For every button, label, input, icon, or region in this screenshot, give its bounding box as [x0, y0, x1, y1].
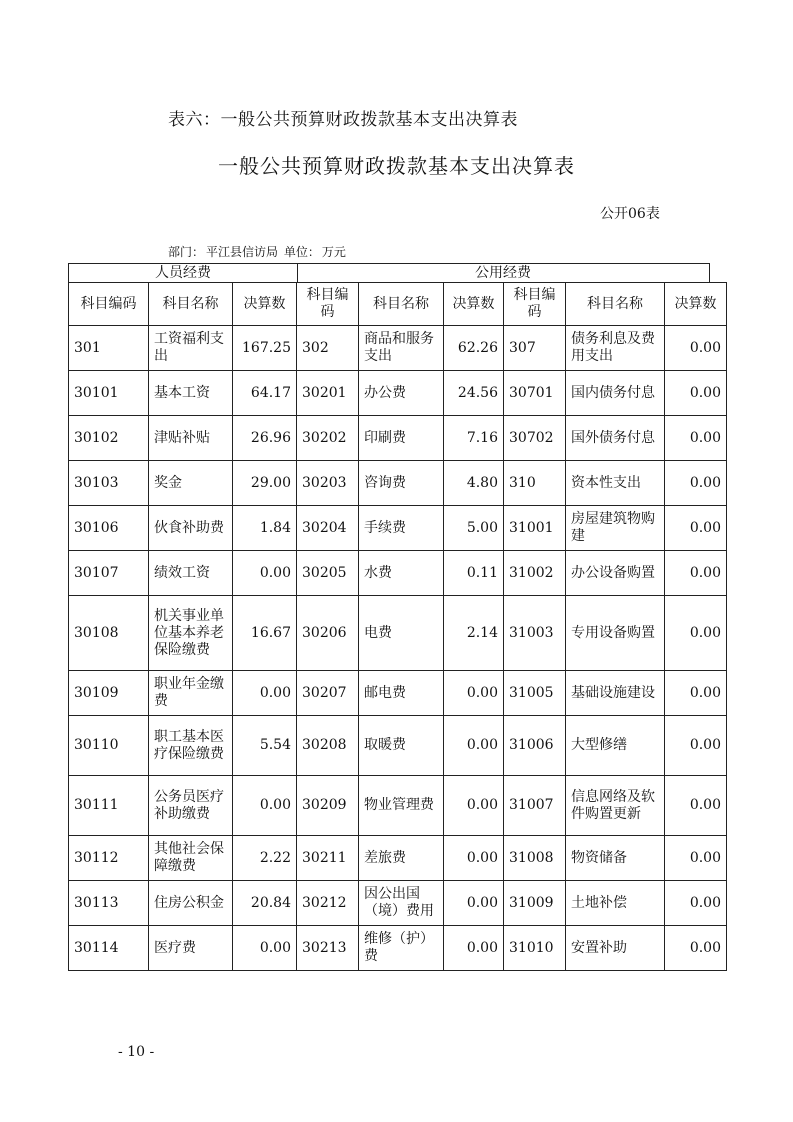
- cell-code: 301: [69, 326, 149, 371]
- cell-code: 30106: [69, 506, 149, 551]
- cell-name: 职业年金缴费: [149, 671, 233, 716]
- expenditure-table: [68, 282, 727, 971]
- cell-name: 邮电费: [359, 671, 444, 716]
- cell-name: 安置补助: [566, 926, 665, 971]
- cell-name: 因公出国（境）费用: [359, 881, 444, 926]
- cell-code: 31007: [504, 776, 566, 836]
- cell-amount: 0.00: [233, 776, 297, 836]
- department-name: 平江县信访局: [206, 245, 279, 259]
- cell-amount: 0.00: [233, 671, 297, 716]
- cell-name: 基础设施建设: [566, 671, 665, 716]
- table-row: [69, 326, 727, 371]
- cell-code: 31009: [504, 881, 566, 926]
- page-number: - 10 -: [118, 1044, 155, 1060]
- section-heading: 表六：一般公共预算财政拨款基本支出决算表: [168, 110, 518, 130]
- cell-code: 30202: [297, 416, 359, 461]
- cell-name: 伙食补助费: [149, 506, 233, 551]
- table-row: [69, 416, 727, 461]
- cell-amount: 0.00: [665, 461, 727, 506]
- cell-code: 31010: [504, 926, 566, 971]
- cell-code: 30107: [69, 551, 149, 596]
- cell-code: 30207: [297, 671, 359, 716]
- cell-amount: 0.00: [665, 881, 727, 926]
- cell-name: 津贴补贴: [149, 416, 233, 461]
- cell-amount: 0.00: [665, 551, 727, 596]
- cell-amount: 7.16: [444, 416, 504, 461]
- cell-amount: 0.00: [665, 926, 727, 971]
- cell-name: 信息网络及软件购置更新: [566, 776, 665, 836]
- cell-code: 302: [297, 326, 359, 371]
- cell-amount: 24.56: [444, 371, 504, 416]
- cell-amount: 0.00: [665, 671, 727, 716]
- cell-code: 30206: [297, 596, 359, 671]
- cell-name: 奖金: [149, 461, 233, 506]
- page-title: 一般公共预算财政拨款基本支出决算表: [218, 154, 575, 178]
- table-row: [69, 776, 727, 836]
- cell-code: 31008: [504, 836, 566, 881]
- cell-amount: 0.00: [665, 326, 727, 371]
- col-header-code: 科目编码: [504, 283, 566, 326]
- group-public: 公用经费: [475, 265, 531, 281]
- cell-name: 绩效工资: [149, 551, 233, 596]
- cell-amount: 0.00: [444, 836, 504, 881]
- cell-code: 31002: [504, 551, 566, 596]
- cell-amount: 0.00: [665, 776, 727, 836]
- cell-code: 30701: [504, 371, 566, 416]
- department-label: 部门：: [168, 245, 205, 259]
- cell-name: 差旅费: [359, 836, 444, 881]
- col-header-name: 科目名称: [149, 283, 233, 326]
- cell-name: 办公设备购置: [566, 551, 665, 596]
- table-row: [69, 551, 727, 596]
- cell-amount: 1.84: [233, 506, 297, 551]
- cell-code: 30101: [69, 371, 149, 416]
- cell-name: 大型修缮: [566, 716, 665, 776]
- cell-code: 30213: [297, 926, 359, 971]
- cell-amount: 16.67: [233, 596, 297, 671]
- cell-code: 30112: [69, 836, 149, 881]
- cell-name: 医疗费: [149, 926, 233, 971]
- cell-code: 30212: [297, 881, 359, 926]
- cell-name: 专用设备购置: [566, 596, 665, 671]
- cell-code: 30111: [69, 776, 149, 836]
- cell-name: 机关事业单位基本养老保险缴费: [149, 596, 233, 671]
- cell-name: 物业管理费: [359, 776, 444, 836]
- table-body: [69, 326, 727, 971]
- group-header-row: [68, 263, 710, 283]
- cell-amount: 0.00: [665, 836, 727, 881]
- cell-code: 30110: [69, 716, 149, 776]
- cell-code: 30103: [69, 461, 149, 506]
- cell-amount: 0.00: [665, 596, 727, 671]
- cell-name: 债务利息及费用支出: [566, 326, 665, 371]
- form-code: 公开06表: [600, 206, 660, 222]
- cell-code: 30203: [297, 461, 359, 506]
- cell-code: 30113: [69, 881, 149, 926]
- cell-amount: 0.00: [233, 926, 297, 971]
- cell-amount: 167.25: [233, 326, 297, 371]
- cell-amount: 0.00: [444, 776, 504, 836]
- table-row: [69, 881, 727, 926]
- cell-name: 咨询费: [359, 461, 444, 506]
- cell-name: 房屋建筑物购建: [566, 506, 665, 551]
- cell-code: 30204: [297, 506, 359, 551]
- cell-code: 30102: [69, 416, 149, 461]
- cell-name: 基本工资: [149, 371, 233, 416]
- cell-code: 30109: [69, 671, 149, 716]
- cell-amount: 0.00: [665, 506, 727, 551]
- cell-code: 30702: [504, 416, 566, 461]
- cell-name: 职工基本医疗保险缴费: [149, 716, 233, 776]
- col-header-amount: 决算数: [444, 283, 504, 326]
- cell-name: 国内债务付息: [566, 371, 665, 416]
- table-meta: [168, 243, 348, 260]
- cell-code: 310: [504, 461, 566, 506]
- cell-amount: 4.80: [444, 461, 504, 506]
- cell-code: 30211: [297, 836, 359, 881]
- table-row: [69, 836, 727, 881]
- cell-code: 307: [504, 326, 566, 371]
- cell-name: 其他社会保障缴费: [149, 836, 233, 881]
- unit-value: 万元: [321, 245, 346, 259]
- cell-name: 商品和服务支出: [359, 326, 444, 371]
- cell-amount: 0.00: [444, 881, 504, 926]
- cell-name: 办公费: [359, 371, 444, 416]
- cell-amount: 64.17: [233, 371, 297, 416]
- cell-code: 31001: [504, 506, 566, 551]
- cell-amount: 2.22: [233, 836, 297, 881]
- cell-name: 公务员医疗补助缴费: [149, 776, 233, 836]
- table-row: [69, 671, 727, 716]
- table-row: [69, 506, 727, 551]
- col-header-code: 科目编码: [69, 283, 149, 326]
- table-row: [69, 596, 727, 671]
- cell-name: 电费: [359, 596, 444, 671]
- cell-amount: 0.00: [233, 551, 297, 596]
- cell-amount: 0.00: [444, 716, 504, 776]
- cell-amount: 0.00: [665, 371, 727, 416]
- cell-name: 工资福利支出: [149, 326, 233, 371]
- cell-name: 国外债务付息: [566, 416, 665, 461]
- col-header-code: 科目编码: [297, 283, 359, 326]
- unit-label: 单位：: [283, 245, 320, 259]
- cell-amount: 5.00: [444, 506, 504, 551]
- col-header-amount: 决算数: [665, 283, 727, 326]
- cell-amount: 26.96: [233, 416, 297, 461]
- table-row: [69, 371, 727, 416]
- cell-name: 取暖费: [359, 716, 444, 776]
- cell-amount: 0.00: [665, 716, 727, 776]
- cell-amount: 0.11: [444, 551, 504, 596]
- cell-amount: 5.54: [233, 716, 297, 776]
- cell-code: 30205: [297, 551, 359, 596]
- cell-name: 资本性支出: [566, 461, 665, 506]
- cell-amount: 62.26: [444, 326, 504, 371]
- table-row: [69, 926, 727, 971]
- cell-name: 住房公积金: [149, 881, 233, 926]
- cell-code: 30201: [297, 371, 359, 416]
- cell-amount: 0.00: [444, 926, 504, 971]
- group-personnel: 人员经费: [69, 264, 298, 282]
- table-row: [69, 716, 727, 776]
- col-header-amount: 决算数: [233, 283, 297, 326]
- cell-name: 土地补偿: [566, 881, 665, 926]
- cell-name: 维修（护）费: [359, 926, 444, 971]
- cell-name: 水费: [359, 551, 444, 596]
- cell-amount: 20.84: [233, 881, 297, 926]
- cell-name: 印刷费: [359, 416, 444, 461]
- cell-code: 30114: [69, 926, 149, 971]
- cell-code: 31006: [504, 716, 566, 776]
- cell-code: 30208: [297, 716, 359, 776]
- cell-amount: 0.00: [444, 671, 504, 716]
- cell-name: 手续费: [359, 506, 444, 551]
- cell-amount: 0.00: [665, 416, 727, 461]
- table-row: [69, 461, 727, 506]
- cell-amount: 2.14: [444, 596, 504, 671]
- cell-code: 31003: [504, 596, 566, 671]
- col-header-name: 科目名称: [566, 283, 665, 326]
- cell-code: 31005: [504, 671, 566, 716]
- column-header-row: [69, 283, 727, 326]
- col-header-name: 科目名称: [359, 283, 444, 326]
- cell-code: 30209: [297, 776, 359, 836]
- cell-code: 30108: [69, 596, 149, 671]
- cell-name: 物资储备: [566, 836, 665, 881]
- cell-amount: 29.00: [233, 461, 297, 506]
